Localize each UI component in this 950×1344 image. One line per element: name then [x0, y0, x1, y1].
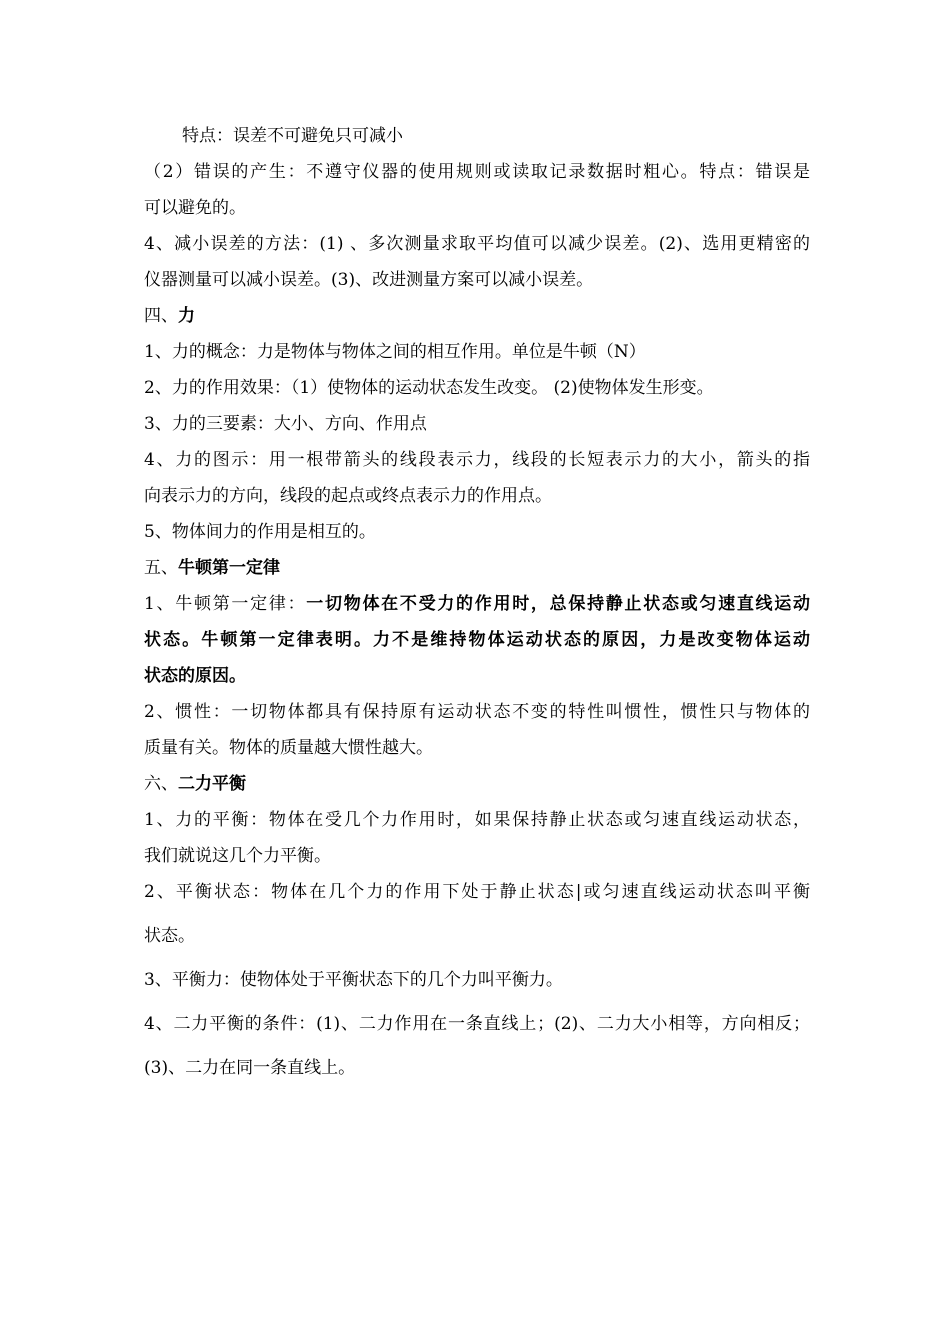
section-number: 四、 — [144, 306, 178, 326]
section-title: 牛顿第一定律 — [178, 558, 280, 578]
bold-definition: 一切物体在不受力的作用时，总保持静止状态或匀速直线运动 — [306, 594, 810, 614]
text-line: 向表示力的方向，线段的起点或终点表示力的作用点。 — [144, 486, 552, 506]
section-number: 六、 — [144, 774, 178, 794]
text-line: 特点：误差不可避免只可减小 — [182, 126, 403, 146]
text-line: 可以避免的。 — [144, 198, 246, 218]
document-page — [144, 118, 810, 1094]
text-line: 1、力的平衡：物体在受几个力作用时，如果保持静止状态或匀速直线运动状态， — [144, 810, 810, 830]
text-line: （2）错误的产生：不遵守仪器的使用规则或读取记录数据时粗心。特点：错误是 — [144, 162, 810, 182]
text-line: 2、力的作用效果：（1）使物体的运动状态发生改变。 (2)使物体发生形变。 — [144, 378, 714, 398]
section-heading-newton — [144, 550, 810, 586]
section-heading-force — [144, 298, 810, 334]
text-line: (3)、二力在同一条直线上。 — [144, 1058, 356, 1078]
text-line: 4、力的图示：用一根带箭头的线段表示力，线段的长短表示力的大小，箭头的指 — [144, 450, 810, 470]
text-line: 仪器测量可以减小误差。(3)、改进测量方案可以减小误差。 — [144, 270, 594, 290]
text-line: 3、力的三要素：大小、方向、作用点 — [144, 414, 427, 434]
text-line: 质量有关。物体的质量越大惯性越大。 — [144, 738, 433, 758]
bold-definition-line: 状态。牛顿第一定律表明。力不是维持物体运动状态的原因，力是改变物体运动 — [144, 630, 810, 650]
text-line: 5、物体间力的作用是相互的。 — [144, 522, 376, 542]
text-line: 4、二力平衡的条件：(1)、二力作用在一条直线上；(2)、二力大小相等，方向相反； — [144, 1014, 810, 1034]
bold-definition-line: 状态的原因。 — [144, 666, 246, 686]
text-line — [144, 586, 810, 622]
text-line: 2、惯性：一切物体都具有保持原有运动状态不变的特性叫惯性，惯性只与物体的 — [144, 702, 810, 722]
section-heading-balance — [144, 766, 810, 802]
text-line: 我们就说这几个力平衡。 — [144, 846, 331, 866]
item-label: 1、牛顿第一定律： — [144, 594, 307, 614]
text-line: 2、平衡状态：物体在几个力的作用下处于静止状态|或匀速直线运动状态叫平衡 — [144, 882, 810, 902]
section-number: 五、 — [144, 558, 178, 578]
text-line: 4、减小误差的方法：(1) 、多次测量求取平均值可以减少误差。(2)、选用更精密的 — [144, 234, 810, 254]
text-line: 1、力的概念：力是物体与物体之间的相互作用。单位是牛顿（N） — [144, 342, 646, 362]
section-title: 二力平衡 — [178, 774, 246, 794]
text-line: 3、平衡力：使物体处于平衡状态下的几个力叫平衡力。 — [144, 970, 563, 990]
text-line: 状态。 — [144, 926, 195, 946]
section-title: 力 — [178, 306, 195, 326]
